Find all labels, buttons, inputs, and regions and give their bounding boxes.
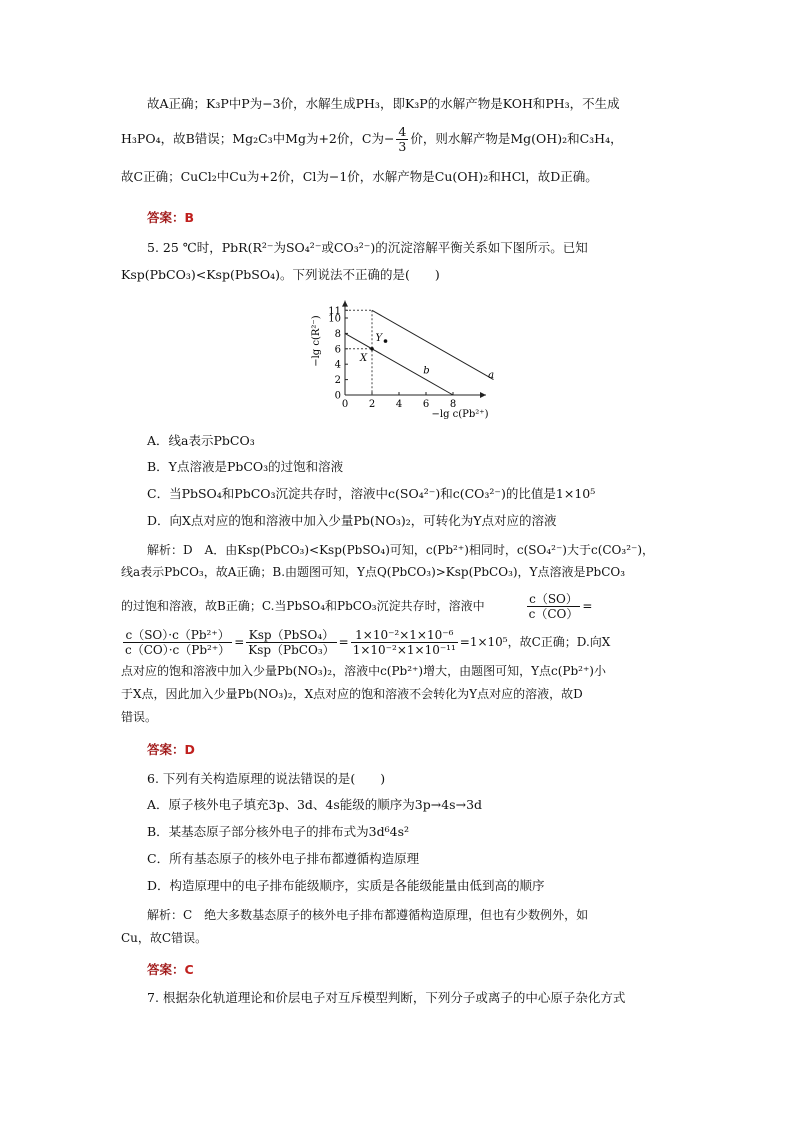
solution4-line2	[121, 125, 623, 154]
y-tick-label: 2	[334, 375, 341, 387]
solution4-line2-a: H₃PO₄，故B错误；Mg₂C₃中Mg为+2价，C为−	[121, 131, 395, 146]
x-tick-label: 8	[449, 399, 457, 410]
x-tick-label: 4	[395, 399, 403, 410]
question6-option-b: B．某基态原子部分核外电子的排布式为3d⁶4s²	[147, 824, 410, 839]
question5-option-c: C．当PbSO₄和PbCO₃沉淀共存时，溶液中c(SO₄²⁻)和c(CO₃²⁻)的比值是1×10⁵	[147, 486, 596, 501]
solution5-line2: 线a表示PbCO₃，故A正确；B.由题图可知，Y点Q(PbCO₃)>Ksp(PbCO₃)，Y点溶液是PbCO₃	[121, 565, 626, 579]
x-tick-label: 2	[368, 399, 376, 410]
answer-value: B	[184, 210, 195, 225]
y-axis-arrow	[342, 301, 348, 307]
solution5-line3-text: 的过饱和溶液，故B正确；C.当PbSO₄和PbCO₃沉淀共存时，溶液中	[121, 599, 485, 613]
x-tick-label: 0	[341, 399, 349, 410]
x-axis-arrow	[480, 392, 486, 398]
question5-option-a: A．线a表示PbCO₃	[147, 433, 255, 448]
solution6-line2: Cu，故C错误。	[121, 931, 208, 945]
solution5-line6: 于X点，因此加入少量Pb(NO₃)₂，X点对应的饱和溶液不会转化为Y点对应的溶液，故D	[121, 687, 583, 701]
question5-option-d: D．向X点对应的饱和溶液中加入少量Pb(NO₃)₂，可转化为Y点对应的溶液	[147, 513, 557, 528]
answer-value: D	[184, 742, 195, 757]
answer5	[147, 740, 195, 758]
y-tick-label: 10	[328, 313, 341, 325]
question5-stem-line2: Ksp(PbCO₃)<Ksp(PbSO₄)。下列说法不正确的是( )	[121, 267, 440, 282]
solution4-line1: 故A正确；K₃P中P为−3价，水解生成PH₃，即K₃P的水解产物是KOH和PH₃，不生成	[147, 96, 620, 111]
frac-denominator: 3	[398, 139, 407, 154]
answer6	[147, 960, 194, 978]
frac-denominator: 1×10⁻²×1×10⁻¹¹	[352, 643, 456, 657]
series-label-a: a	[488, 370, 495, 382]
point-label-X: X	[360, 352, 368, 364]
y-axis-label: −lg c(R²⁻)	[311, 315, 322, 367]
solution5-line4-tail: =1×10⁵，故C正确；D.向X	[459, 635, 611, 649]
question6-option-a: A．原子核外电子填充3p、3d、4s能级的顺序为3p→4s→3d	[147, 797, 483, 812]
frac-numerator: 4	[398, 124, 407, 139]
frac-denominator: c（CO）·c（Pb²⁺）	[125, 643, 231, 657]
point-Y	[384, 339, 388, 343]
y-tick-label: 4	[334, 359, 341, 371]
frac-denominator: c（CO）	[528, 607, 579, 621]
y-tick-label: 6	[334, 344, 341, 356]
solution4-line2-b: 价，则水解产物是Mg(OH)₂和C₃H₄，	[410, 131, 623, 146]
solubility-chart	[305, 295, 520, 420]
frac-numerator: c（SO）·c（Pb²⁺）	[123, 628, 232, 643]
series-line-b	[345, 333, 453, 395]
question7-stem: 7. 根据杂化轨道理论和价层电子对互斥模型判断，下列分子或离子的中心原子杂化方式	[147, 990, 626, 1005]
point-label-Y: Y	[375, 333, 383, 345]
question5-stem-line1: 5. 25 ℃时，PbR(R²⁻为SO₄²⁻或CO₃²⁻)的沉淀溶解平衡关系如下图所示。已知	[147, 240, 588, 255]
frac-numerator: Ksp（PbSO₄）	[246, 628, 336, 643]
y-tick-label: 0	[334, 390, 341, 402]
frac-numerator: c（SO）	[527, 592, 581, 607]
solution5-line3: 的过饱和溶液，故B正确；C.当PbSO₄和PbCO₃沉淀共存时，溶液中 $\frac{c(SO)}{c(CO)}$ =	[121, 592, 593, 621]
x-axis-label: −lg c(Pb²⁺)	[431, 409, 489, 420]
question6-stem: 6. 下列有关构造原理的说法错误的是( )	[147, 771, 386, 786]
answer-label: 答案：	[147, 742, 185, 757]
solution5-line7: 错误。	[121, 710, 158, 724]
fraction-c-product	[123, 628, 232, 657]
fraction-4-3	[396, 125, 408, 154]
answer-label: 答案：	[147, 210, 185, 225]
solution5-line4: $\frac{\text{c（SO）·c（Pb²⁺）}}{\text{c（CO）·c（Pb²⁺）}}$ = $\frac{\text{Ksp（PbSO₄）}}{\text{Ksp（PbCO₃）}}$ = $\frac{\text{1×10⁻²×1×10⁻⁶}}{\text{1×10⁻²×1×10⁻¹¹}}$ =1×10⁵，故C正确；D.向X	[125, 628, 611, 657]
series-line-a	[372, 310, 495, 382]
frac-denominator: Ksp（PbCO₃）	[248, 643, 335, 657]
answer-label: 答案：	[147, 962, 185, 977]
frac-numerator: 1×10⁻²×1×10⁻⁶	[351, 628, 458, 643]
fraction-c-ratio	[527, 592, 581, 621]
question5-option-b: B．Y点溶液是PbCO₃的过饱和溶液	[147, 459, 344, 474]
fraction-ksp	[246, 628, 336, 657]
solution5-line1: 解析：D A．由Ksp(PbCO₃)<Ksp(PbSO₄)可知，c(Pb²⁺)相同时，c(SO₄²⁻)大于c(CO₃²⁻)，	[147, 543, 655, 557]
question6-option-d: D．构造原理中的电子排布能级顺序，实质是各能级能量由低到高的顺序	[147, 878, 545, 893]
point-X	[370, 347, 374, 351]
solution5-line5: 点对应的饱和溶液中加入少量Pb(NO₃)₂，溶液中c(Pb²⁺)增大，由题图可知，Y点c(Pb²⁺)小	[121, 664, 606, 678]
question6-option-c: C．所有基态原子的核外电子排布都遵循构造原理	[147, 851, 420, 866]
solution6-line1: 解析：C 绝大多数基态原子的核外电子排布都遵循构造原理，但也有少数例外，如	[147, 908, 589, 922]
y-tick-label: 11	[328, 305, 341, 317]
fraction-numeric	[351, 628, 458, 657]
series-label-b: b	[423, 365, 430, 377]
answer4	[147, 208, 194, 226]
y-tick-label: 8	[334, 328, 341, 340]
solution4-line3: 故C正确；CuCl₂中Cu为+2价，Cl为−1价，水解产物是Cu(OH)₂和HCl，故D正确。	[121, 169, 598, 184]
answer-value: C	[184, 962, 194, 977]
x-tick-label: 6	[422, 399, 430, 410]
